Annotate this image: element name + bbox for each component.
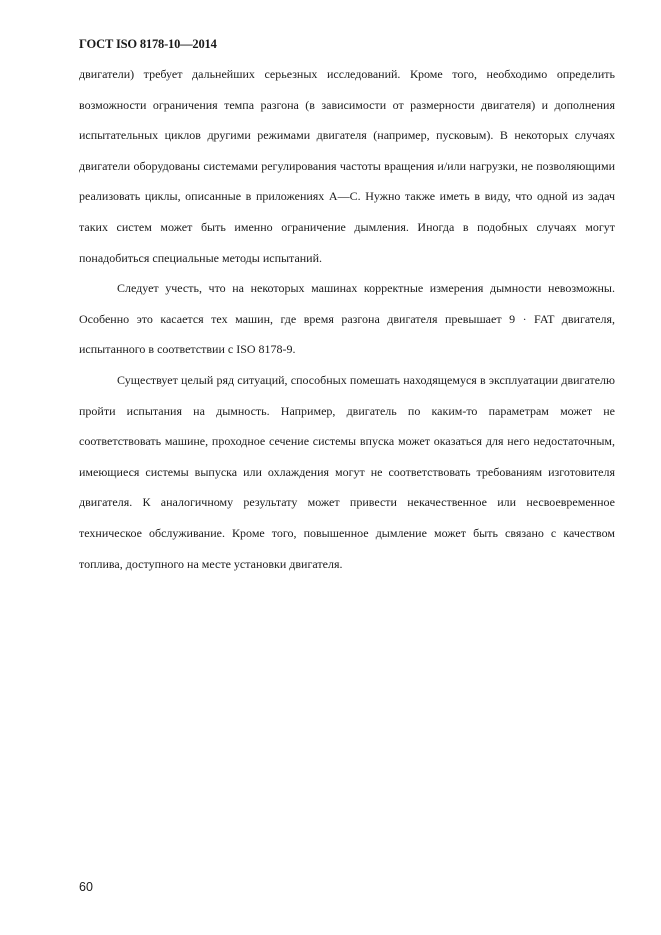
document-header: ГОСТ ISO 8178-10—2014 [79, 37, 217, 51]
paragraph-measurement-limits: Следует учесть, что на некоторых машинах корректные измерения дымности невозможны. Особенно это касается тех машин, где время разгона двигателя превышает 9 · FAT двигателя, испытанного в соответствии с ISO 8178-9. [79, 281, 615, 357]
page-number: 60 [79, 880, 93, 894]
paragraph-failure-situations: Существует целый ряд ситуаций, способных помешать находящемуся в эксплуатации двигателю пройти испытания на дымность. Например, двигатель по каким-то параметрам может не соответствовать машине, проходное сечение системы впуска может оказаться для него недостаточным, имеющиеся системы выпуска или охлаждения могут не соответствовать требованиям изготовителя двигателя. К аналогичному результату может привести некачественное или несвоевременное техническое обслуживание. Кроме того, повышенное дымление может быть связано с качеством топлива, доступного на месте установки двигателя. [79, 372, 615, 571]
paragraph-continued: двигатели) требует дальнейших серьезных исследований. Кроме того, необходимо определить возможности ограничения темпа разгона (в зависимости от размерности двигателя) и дополнения испытательных циклов другими режимами двигателя (например, пусковым). В некоторых случаях двигатели оборудованы системами регулирования частоты вращения и/или нагрузки, не позволяющими реализовать циклы, описанные в приложениях А—С. Нужно также иметь в виду, что одной из задач таких систем может быть именно ограничение дымления. Иногда в подобных случаях могут понадобиться специальные методы испытаний. [79, 67, 615, 265]
body-text [79, 59, 615, 579]
